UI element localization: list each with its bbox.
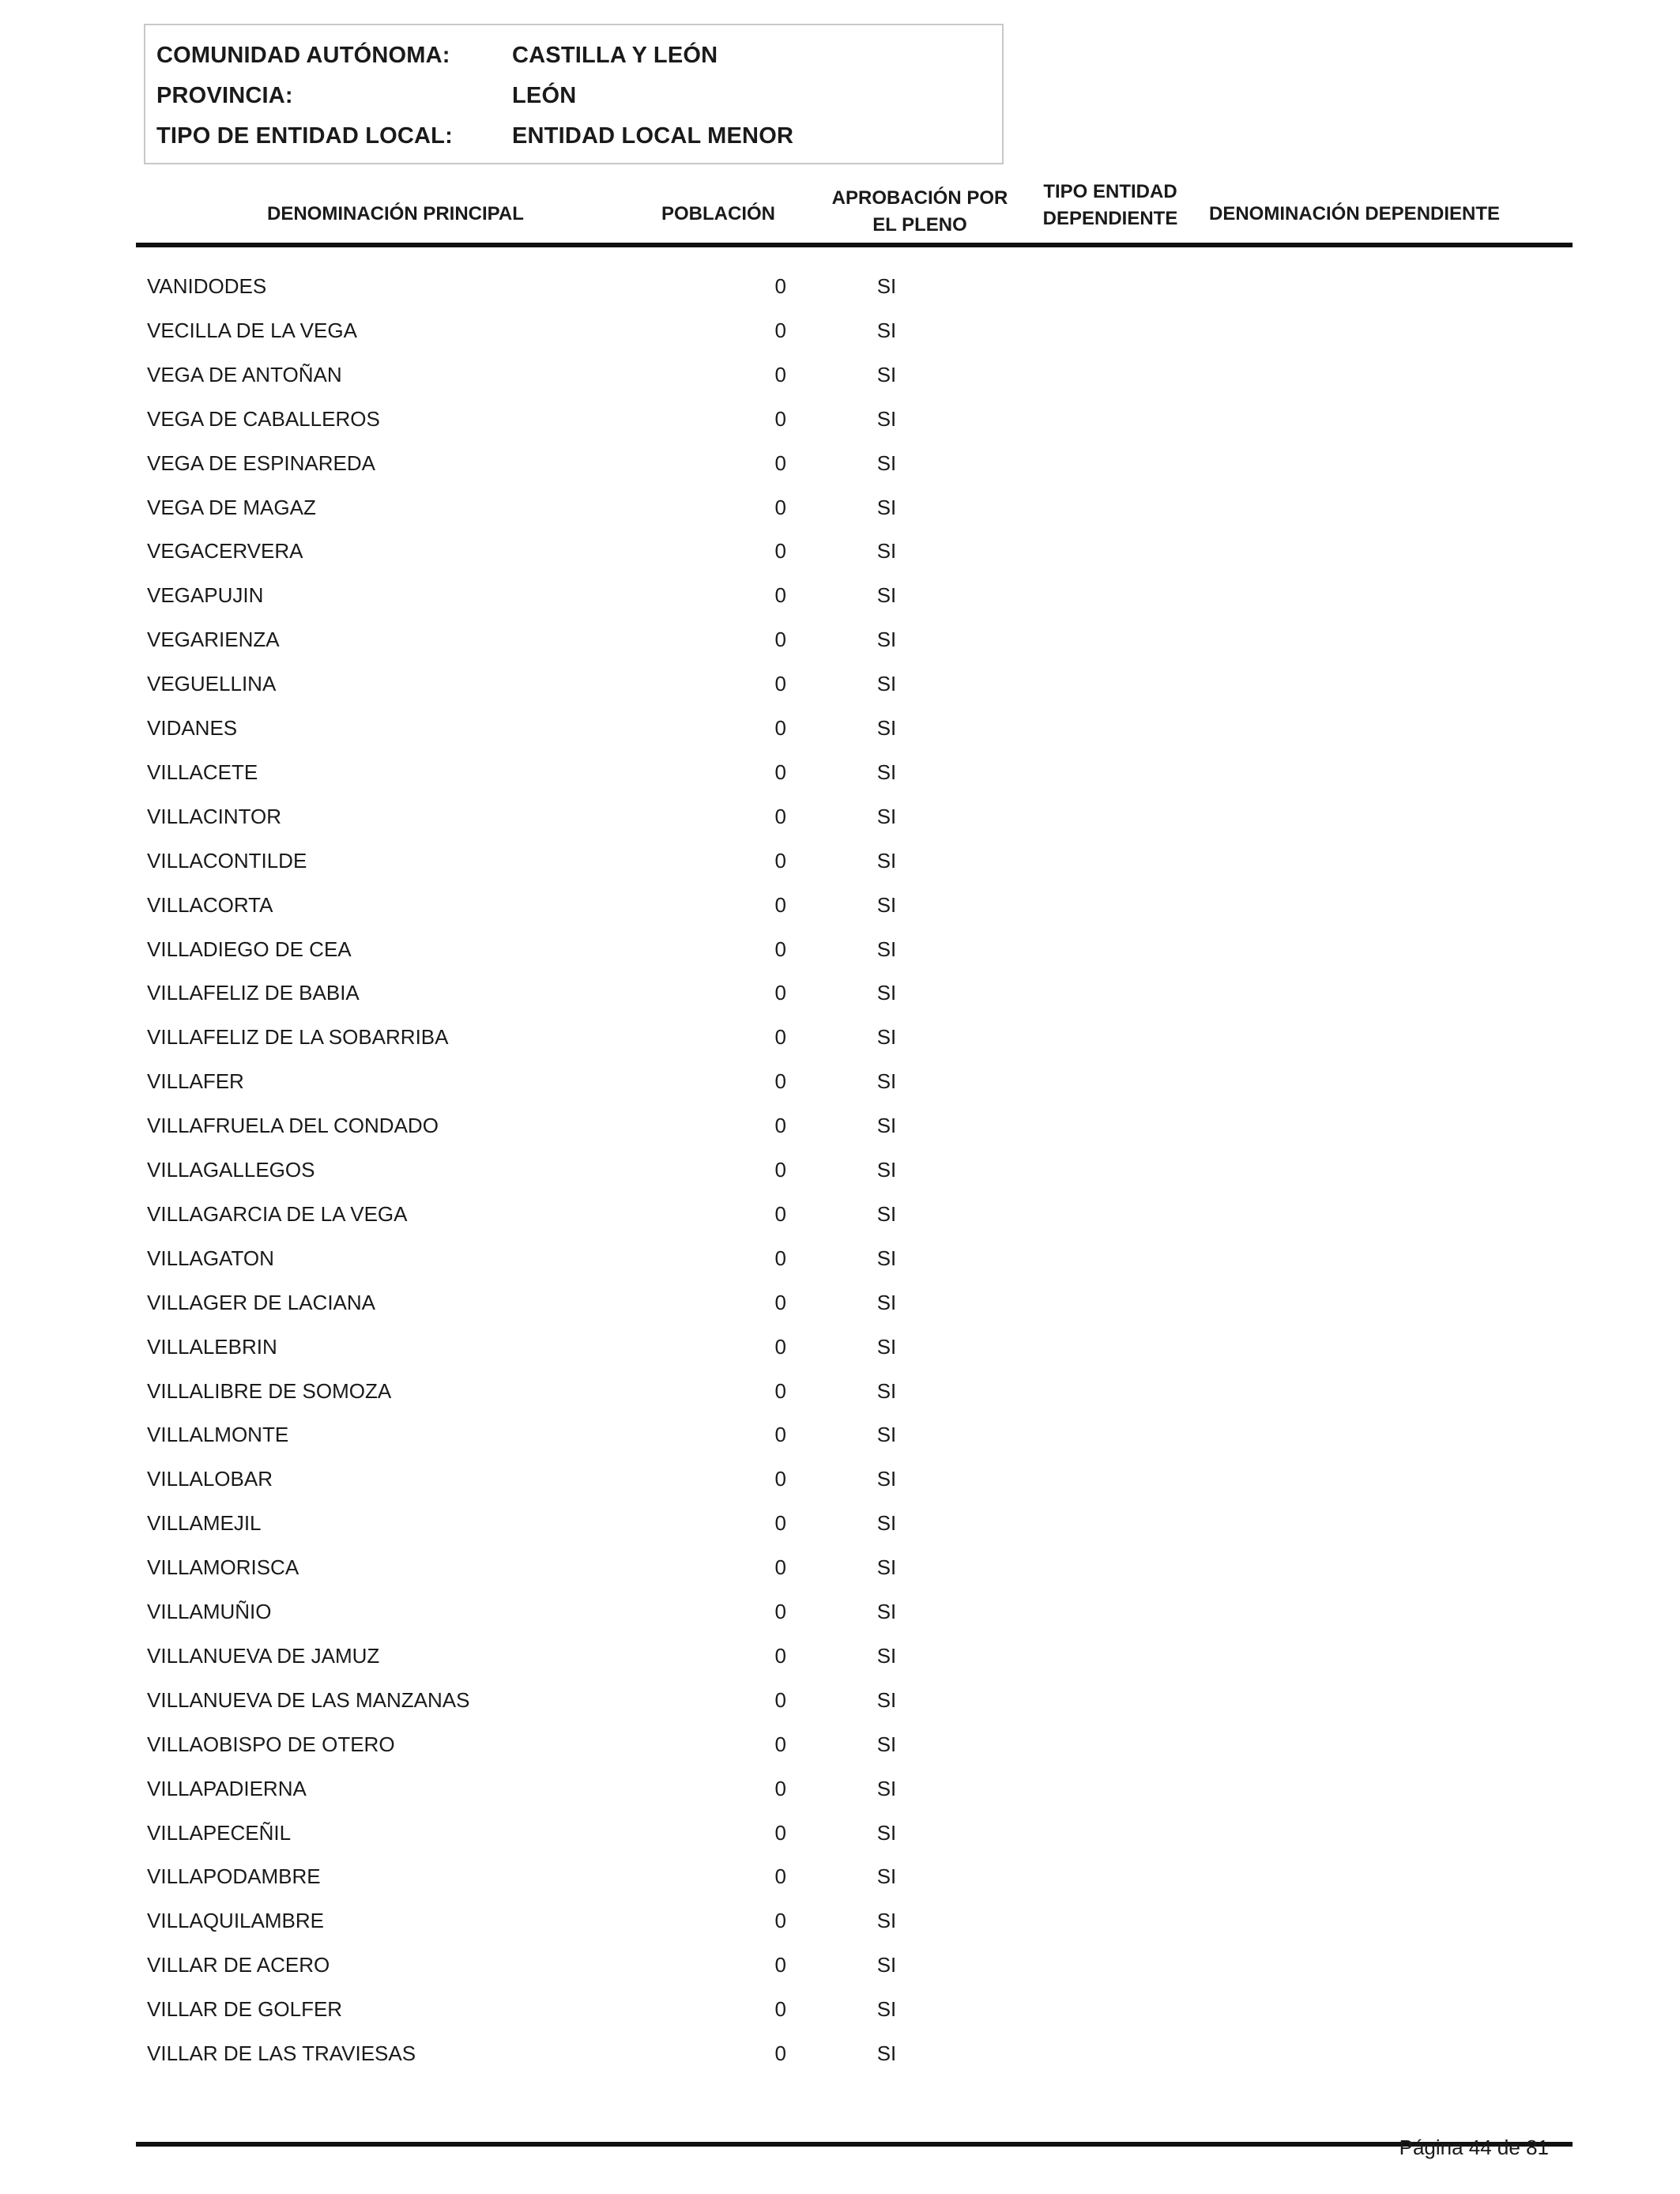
table-row	[0, 2038, 1680, 2069]
tipo-entidad-label: TIPO DE ENTIDAD LOCAL:	[156, 123, 453, 149]
table-row	[0, 1419, 1680, 1450]
entity-aprobacion: SI	[876, 1202, 897, 1226]
table-row	[0, 1242, 1680, 1274]
entity-aprobacion: SI	[876, 1467, 897, 1491]
entity-name: VILLAOBISPO DE OTERO	[147, 1732, 395, 1756]
entity-name: VILLAPECEÑIL	[147, 1821, 292, 1845]
entity-name: VEGA DE CABALLEROS	[147, 407, 380, 431]
entity-aprobacion: SI	[876, 760, 897, 784]
header-tipo-line1: TIPO ENTIDAD	[1043, 181, 1177, 202]
tipo-entidad-value: ENTIDAD LOCAL MENOR	[512, 123, 794, 149]
table-row	[0, 1551, 1680, 1583]
provincia-label: PROVINCIA:	[156, 83, 293, 108]
entity-aprobacion: SI	[876, 1732, 897, 1756]
entity-name: VEGA DE ANTOÑAN	[147, 363, 342, 386]
entity-name: VEGAPUJIN	[147, 583, 264, 607]
entity-poblacion: 0	[774, 1821, 786, 1845]
entity-poblacion: 0	[774, 1291, 786, 1314]
entity-name: VILLACETE	[147, 760, 258, 784]
entity-name: VILLAFELIZ DE LA SOBARRIBA	[147, 1025, 449, 1049]
entity-aprobacion: SI	[876, 805, 897, 828]
entity-name: VILLAFER	[147, 1069, 244, 1093]
entity-aprobacion: SI	[876, 1291, 897, 1314]
table-row	[0, 1507, 1680, 1539]
entity-name: VECILLA DE LA VEGA	[147, 319, 357, 342]
table-row	[0, 977, 1680, 1008]
comunidad-label: COMUNIDAD AUTÓNOMA:	[156, 43, 450, 68]
entity-aprobacion: SI	[876, 1909, 897, 1932]
entity-aprobacion: SI	[876, 672, 897, 696]
entity-name: VILLAFRUELA DEL CONDADO	[147, 1114, 439, 1137]
entity-poblacion: 0	[774, 1600, 786, 1623]
entity-aprobacion: SI	[876, 451, 897, 475]
table-row	[0, 756, 1680, 788]
comunidad-value: CASTILLA Y LEÓN	[512, 43, 718, 68]
entity-aprobacion: SI	[876, 1379, 897, 1403]
table-row	[0, 668, 1680, 699]
header-aprobacion-line1: APROBACIÓN POR	[831, 187, 1008, 209]
table-row	[0, 1596, 1680, 1627]
entity-aprobacion: SI	[876, 2041, 897, 2065]
entity-name: VILLAQUILAMBRE	[147, 1909, 324, 1932]
header-aprobacion	[828, 185, 1011, 239]
table-row	[0, 1198, 1680, 1230]
entity-poblacion: 0	[774, 274, 786, 298]
table-row	[0, 447, 1680, 479]
entity-name: VILLAFELIZ DE BABIA	[147, 981, 360, 1005]
entity-poblacion: 0	[774, 893, 786, 917]
table-row	[0, 403, 1680, 435]
table-row	[0, 535, 1680, 567]
entity-aprobacion: SI	[876, 1423, 897, 1446]
entity-aprobacion: SI	[876, 274, 897, 298]
entity-name: VILLAR DE LAS TRAVIESAS	[147, 2041, 416, 2065]
entity-aprobacion: SI	[876, 716, 897, 740]
entity-name: VEGARIENZA	[147, 628, 280, 651]
entity-aprobacion: SI	[876, 1246, 897, 1270]
entity-poblacion: 0	[774, 805, 786, 828]
provincia-value: LEÓN	[512, 83, 577, 108]
table-row	[0, 315, 1680, 346]
table-row	[0, 1331, 1680, 1363]
entity-aprobacion: SI	[876, 1555, 897, 1579]
entity-name: VILLALMONTE	[147, 1423, 289, 1446]
entity-poblacion: 0	[774, 1864, 786, 1888]
entity-aprobacion: SI	[876, 981, 897, 1005]
entity-name: VILLACINTOR	[147, 805, 282, 828]
entity-name: VILLAGALLEGOS	[147, 1158, 315, 1182]
header-denominacion-dependiente: DENOMINACIÓN DEPENDIENTE	[1209, 203, 1501, 224]
header-tipo-entidad	[1027, 179, 1193, 232]
table-row	[0, 270, 1680, 302]
table-row	[0, 1065, 1680, 1097]
table-row	[0, 1154, 1680, 1186]
entity-aprobacion: SI	[876, 1997, 897, 2021]
table-row	[0, 1817, 1680, 1849]
entity-poblacion: 0	[774, 849, 786, 873]
entity-aprobacion: SI	[876, 1864, 897, 1888]
table-row	[0, 845, 1680, 876]
entity-poblacion: 0	[774, 1644, 786, 1668]
entity-poblacion: 0	[774, 1555, 786, 1579]
entity-name: VIDANES	[147, 716, 238, 740]
table-row	[0, 1728, 1680, 1760]
entity-poblacion: 0	[774, 1511, 786, 1535]
table-row	[0, 1773, 1680, 1804]
location-info-box	[144, 24, 1004, 164]
table-row	[0, 359, 1680, 390]
entity-aprobacion: SI	[876, 628, 897, 651]
entity-aprobacion: SI	[876, 1158, 897, 1182]
entity-name: VILLANUEVA DE JAMUZ	[147, 1644, 380, 1668]
entity-name: VILLACONTILDE	[147, 849, 307, 873]
entity-poblacion: 0	[774, 1246, 786, 1270]
entity-aprobacion: SI	[876, 363, 897, 386]
entity-poblacion: 0	[774, 2041, 786, 2065]
entity-poblacion: 0	[774, 407, 786, 431]
entity-poblacion: 0	[774, 716, 786, 740]
table-row	[0, 1993, 1680, 2025]
entity-poblacion: 0	[774, 539, 786, 563]
entity-name: VILLAGER DE LACIANA	[147, 1291, 375, 1314]
entity-aprobacion: SI	[876, 496, 897, 519]
entity-poblacion: 0	[774, 1467, 786, 1491]
entity-name: VANIDODES	[147, 274, 267, 298]
entity-poblacion: 0	[774, 451, 786, 475]
entity-aprobacion: SI	[876, 1335, 897, 1359]
entity-poblacion: 0	[774, 760, 786, 784]
entity-poblacion: 0	[774, 1202, 786, 1226]
entity-name: VILLANUEVA DE LAS MANZANAS	[147, 1688, 470, 1712]
header-tipo-line2: DEPENDIENTE	[1042, 208, 1178, 229]
entity-aprobacion: SI	[876, 1777, 897, 1800]
header-denominacion-principal: DENOMINACIÓN PRINCIPAL	[267, 203, 524, 224]
entity-name: VILLALIBRE DE SOMOZA	[147, 1379, 392, 1403]
entity-name: VEGUELLINA	[147, 672, 277, 696]
entity-aprobacion: SI	[876, 893, 897, 917]
table-row	[0, 1860, 1680, 1892]
entity-poblacion: 0	[774, 363, 786, 386]
table-row	[0, 1110, 1680, 1141]
entity-poblacion: 0	[774, 1025, 786, 1049]
entity-aprobacion: SI	[876, 583, 897, 607]
entity-name: VILLALOBAR	[147, 1467, 273, 1491]
entity-name: VEGACERVERA	[147, 539, 303, 563]
entity-aprobacion: SI	[876, 407, 897, 431]
entity-name: VILLAPADIERNA	[147, 1777, 307, 1800]
table-row	[0, 1463, 1680, 1495]
table-row	[0, 801, 1680, 832]
entity-poblacion: 0	[774, 1909, 786, 1932]
entity-poblacion: 0	[774, 1335, 786, 1359]
entity-name: VILLALEBRIN	[147, 1335, 277, 1359]
table-row	[0, 1375, 1680, 1407]
entity-poblacion: 0	[774, 1688, 786, 1712]
entity-poblacion: 0	[774, 1732, 786, 1756]
entity-poblacion: 0	[774, 672, 786, 696]
entity-aprobacion: SI	[876, 1688, 897, 1712]
entity-name: VILLAGARCIA DE LA VEGA	[147, 1202, 408, 1226]
entity-aprobacion: SI	[876, 1953, 897, 1977]
entity-aprobacion: SI	[876, 1114, 897, 1137]
table-row	[0, 579, 1680, 611]
entity-poblacion: 0	[774, 1423, 786, 1446]
entity-poblacion: 0	[774, 496, 786, 519]
entity-name: VEGA DE ESPINAREDA	[147, 451, 375, 475]
entity-aprobacion: SI	[876, 1600, 897, 1623]
entity-name: VILLAR DE ACERO	[147, 1953, 330, 1977]
entity-poblacion: 0	[774, 583, 786, 607]
entity-poblacion: 0	[774, 319, 786, 342]
entity-name: VEGA DE MAGAZ	[147, 496, 316, 519]
entity-poblacion: 0	[774, 1953, 786, 1977]
entity-aprobacion: SI	[876, 1069, 897, 1093]
entity-name: VILLAR DE GOLFER	[147, 1997, 343, 2021]
table-row	[0, 1021, 1680, 1053]
entity-aprobacion: SI	[876, 319, 897, 342]
table-row	[0, 1905, 1680, 1936]
entity-name: VILLAPODAMBRE	[147, 1864, 321, 1888]
table-row	[0, 492, 1680, 523]
entity-aprobacion: SI	[876, 1511, 897, 1535]
entity-poblacion: 0	[774, 981, 786, 1005]
entity-name: VILLAMEJIL	[147, 1511, 262, 1535]
entity-name: VILLADIEGO DE CEA	[147, 937, 352, 961]
entity-poblacion: 0	[774, 1114, 786, 1137]
header-divider	[136, 243, 1573, 247]
footer-divider	[136, 2142, 1573, 2147]
entity-poblacion: 0	[774, 628, 786, 651]
entity-aprobacion: SI	[876, 1644, 897, 1668]
header-aprobacion-line2: EL PLENO	[872, 214, 967, 236]
entity-name: VILLAGATON	[147, 1246, 274, 1270]
entity-aprobacion: SI	[876, 539, 897, 563]
header-poblacion: POBLACIÓN	[661, 203, 775, 224]
table-row	[0, 889, 1680, 921]
entity-name: VILLACORTA	[147, 893, 273, 917]
entity-poblacion: 0	[774, 937, 786, 961]
table-row	[0, 712, 1680, 744]
entity-aprobacion: SI	[876, 1821, 897, 1845]
table-row	[0, 1949, 1680, 1981]
entity-poblacion: 0	[774, 1997, 786, 2021]
entity-aprobacion: SI	[876, 937, 897, 961]
table-row	[0, 1640, 1680, 1672]
table-row	[0, 1287, 1680, 1318]
entity-poblacion: 0	[774, 1777, 786, 1800]
table-row	[0, 1684, 1680, 1716]
entity-name: VILLAMUÑIO	[147, 1600, 272, 1623]
entity-aprobacion: SI	[876, 1025, 897, 1049]
table-row	[0, 933, 1680, 965]
entity-poblacion: 0	[774, 1069, 786, 1093]
entity-name: VILLAMORISCA	[147, 1555, 299, 1579]
entity-aprobacion: SI	[876, 849, 897, 873]
entity-poblacion: 0	[774, 1379, 786, 1403]
entity-poblacion: 0	[774, 1158, 786, 1182]
page-number: Página 44 de 81	[1399, 2136, 1549, 2159]
table-row	[0, 624, 1680, 655]
